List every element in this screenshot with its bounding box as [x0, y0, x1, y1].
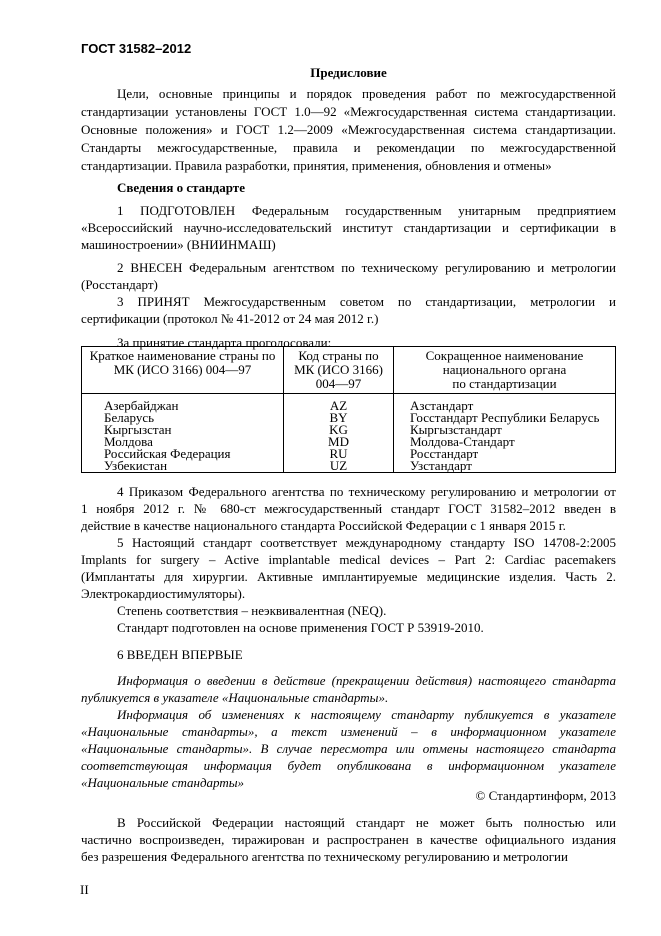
country-cell: Узбекистан: [82, 460, 284, 473]
voting-states-table: [81, 346, 616, 473]
header-body: Сокращенное наименование национального органа по стандартизации: [394, 347, 616, 394]
item-5-line: (Имплантаты для хирургии. Активные имплантируемые медицинские изделия. Часть 2.: [81, 569, 616, 584]
item-3-line: 3 ПРИНЯТ Межгосударственным советом по стандартизации, метрологии и: [117, 294, 616, 309]
body-cell: Азстандарт: [394, 394, 616, 413]
body-cell: Госстандарт Республики Беларусь: [394, 412, 616, 424]
country-cell: Кыргызстан: [82, 424, 284, 436]
copyright: © Стандартинформ, 2013: [475, 788, 616, 803]
notice-2-line: Информация об изменениях к настоящему стандарту публикуется в указателе: [117, 707, 616, 722]
notice-1-line: публикуется в указателе «Национальные стандарты».: [81, 690, 389, 705]
code-cell: BY: [284, 412, 394, 424]
footer-text-line: частично воспроизведен, тиражирован и распространен в качестве официального издания: [81, 832, 616, 847]
table-row: [82, 460, 616, 473]
item-1-line: 1 ПОДГОТОВЛЕН Федеральным государственным унитарным предприятием: [117, 203, 616, 218]
country-cell: Беларусь: [82, 412, 284, 424]
foreword-line: Основные положения» и ГОСТ 1.2—2009 «Межгосударственная система стандартизации.: [81, 122, 616, 137]
body-cell: Узстандарт: [394, 460, 616, 473]
code-cell: UZ: [284, 460, 394, 473]
item-5-line: Электрокардиостимуляторы).: [81, 586, 246, 601]
table-header-row: [82, 347, 616, 394]
code-cell: KG: [284, 424, 394, 436]
document-number-header: ГОСТ 31582–2012: [81, 41, 192, 56]
item-4-line: 4 Приказом Федерального агентства по техническому регулированию и метрологии от: [117, 484, 616, 499]
body-cell: Росстандарт: [394, 448, 616, 460]
foreword-line: стандартизации. Правила разработки, принятия, применения, обновления и отмены»: [81, 158, 552, 173]
item-4-line: действие в качестве национального стандарта Российской Федерации с 1 января 2015 г.: [81, 518, 566, 533]
notice-1-line: Информация о введении в действие (прекращении действия) настоящего стандарта: [117, 673, 616, 688]
notice-2-line: «Национальные стандарты»: [81, 775, 245, 790]
country-cell: Российская Федерация: [82, 448, 284, 460]
footer-text-line: В Российской Федерации настоящий стандарт не может быть полностью или: [117, 815, 616, 830]
footer-text-line: без разрешения Федерального агентства по техническому регулированию и метрологии: [81, 849, 568, 864]
item-4-line: 1 ноября 2012 г. № 680-ст межгосударственный стандарт ГОСТ 31582–2012 введен в: [81, 501, 616, 516]
item-2-line: 2 ВНЕСЕН Федеральным агентством по техническому регулированию и метрологии: [117, 260, 616, 275]
foreword-line: Цели, основные принципы и порядок проведения работ по межгосударственной: [117, 86, 616, 101]
foreword-line: Стандарты межгосударственные, правила и рекомендации по межгосударственной: [81, 140, 616, 155]
notice-2-line: «Национальные стандарты». В случае пересмотра или отмены настоящего стандарта: [81, 741, 616, 756]
code-cell: AZ: [284, 394, 394, 413]
foreword-line: стандартизации установлены ГОСТ 1.0—92 «Межгосударственная система стандартизации.: [81, 104, 616, 119]
body-cell: Кыргызстандарт: [394, 424, 616, 436]
standard-info-title: Сведения о стандарте: [117, 180, 245, 195]
country-cell: Молдова: [82, 436, 284, 448]
body-cell: Молдова-Стандарт: [394, 436, 616, 448]
item-1-line: «Всероссийский научно-исследовательский институт стандартизации и сертификации в: [81, 220, 616, 235]
page-number: II: [80, 882, 89, 897]
item-5-line: Implants for surgery – Active implantable medical devices – Part 2: Cardiac pacemakers: [81, 552, 616, 567]
item-3-line: сертификации (протокол № 41-2012 от 24 мая 2012 г.): [81, 311, 379, 326]
notice-2-line: «Национальные стандарты», а текст изменений – в информационном указателе: [81, 724, 616, 739]
code-cell: MD: [284, 436, 394, 448]
foreword-title: Предисловие: [310, 65, 387, 80]
header-country: Краткое наименование страны по МК (ИСО 3166) 004—97: [82, 347, 284, 394]
item-1-line: машиностроении» (ВНИИНМАШ): [81, 237, 276, 252]
conformity-degree: Степень соответствия – неэквивалентная (NEQ).: [117, 603, 387, 618]
basis-standard: Стандарт подготовлен на основе применения ГОСТ Р 53919-2010.: [117, 620, 484, 635]
code-cell: RU: [284, 448, 394, 460]
item-6: 6 ВВЕДЕН ВПЕРВЫЕ: [117, 647, 243, 662]
country-cell: Азербайджан: [82, 394, 284, 413]
item-5-line: 5 Настоящий стандарт соответствует международному стандарту ISO 14708-2:2005: [117, 535, 616, 550]
item-2-line: (Росстандарт): [81, 277, 158, 292]
notice-2-line: соответствующая информация будет опубликована в информационном указателе: [81, 758, 616, 773]
vote-label: За принятие стандарта проголосовали:: [117, 335, 332, 350]
header-code: Код страны по МК (ИСО 3166) 004—97: [284, 347, 394, 394]
